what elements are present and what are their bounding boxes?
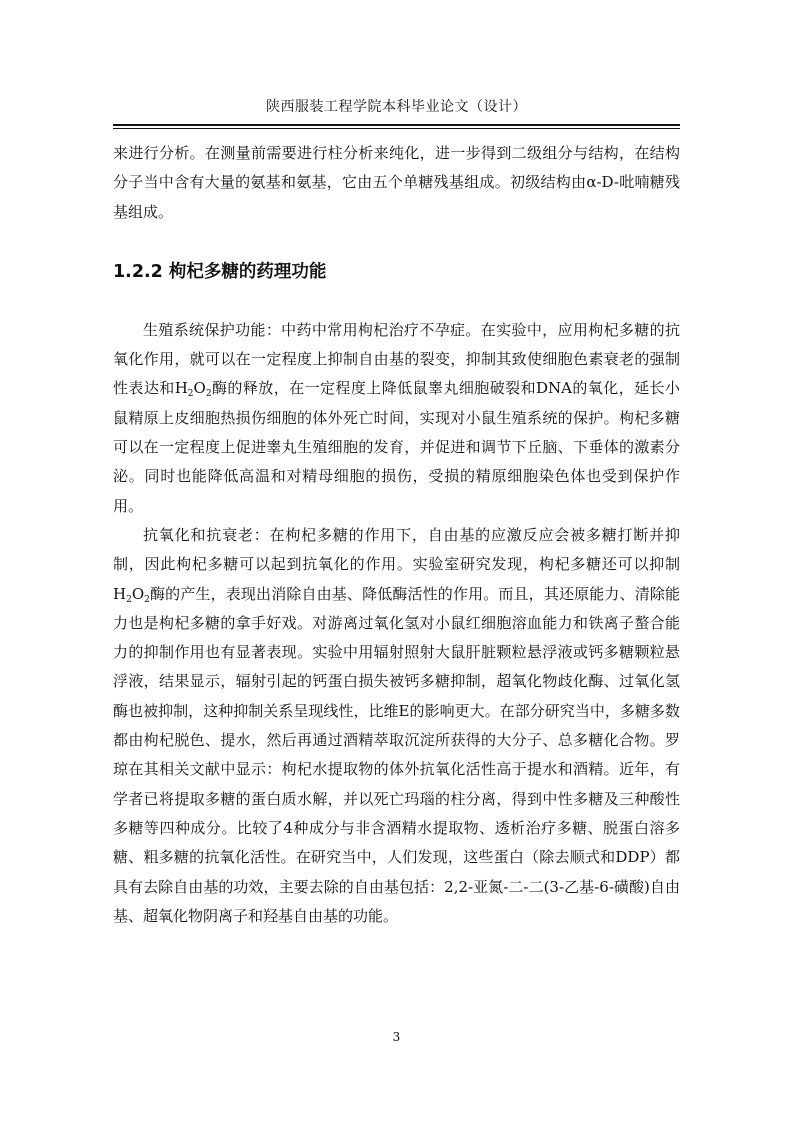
header-rule-thin — [113, 128, 680, 129]
para2-text-a: 抗氧化和抗衰老：在枸杞多糖的作用下，自由基的应激反应会被多糖打断并抑制，因此枸杞多糖可以起到抗氧化的作用。实验室研究发现，枸杞多糖还可以抑制H — [113, 525, 680, 603]
para1-text-a: 生殖系统保护功能：中药中常用枸杞治疗不孕症。在实验中，应用枸杞多糖的抗氧化作用，就可以在一定程度上抑制自由基的裂变，抑制其致使细胞色素衰老的强制性表达和H — [113, 320, 680, 398]
para1-text-b: 酶的释放，在一定程度上降低鼠睾丸细胞破裂和DNA的氧化，延长小鼠精原上皮细胞热损伤细胞的体外死亡时间，实现对小鼠生殖系统的保护。枸杞多糖可以在一定程度上促进睾丸生殖细胞的发育，并促进和调节下丘脑、下垂体的激素分泌。同时也能降低高温和对精母细胞的损伤，受损的精原细胞染色体也受到保护作用。 — [113, 379, 680, 515]
running-header: 陕西服装工程学院本科毕业论文（设计） — [266, 99, 527, 115]
page-body — [113, 139, 680, 931]
para1-text-o: O — [193, 379, 206, 398]
intro-paragraph: 来进行分析。在测量前需要进行柱分析来纯化，进一步得到二级组分与结构，在结构分子当中含有大量的氨基和氨基，它由五个单糖残基组成。初级结构由α-D-吡喃糖残基组成。 — [113, 144, 680, 221]
para2-subscript-1: 2 — [126, 594, 132, 605]
para1-subscript-2: 2 — [205, 389, 212, 400]
para2-text-o: O — [131, 584, 145, 603]
para2-text-b: 酶的产生，表现出消除自由基、降低酶活性的作用。而且，其还原能力、清除能力也是枸杞多糖的拿手好戏。对游离过氧化氢对小鼠红细胞溶血能力和铁离子螯合能力的抑制作用也有显著表现。实验中用辐射照射大鼠肝脏颗粒悬浮液或钙多糖颗粒悬浮液，结果显示，辐射引起的钙蛋白损失被钙多糖抑制，超氧化物歧化酶、过氧化氢酶也被抑制，这种抑制关系呈现线性，比维E的影响更大。在部分研究当中，多糖多数都由枸杞脱色、提水，然后再通过酒精萃取沉淀所获得的大分子、总多糖化合物。罗琼在其相关文献中显示：枸杞水提取物的体外抗氧化活性高于提水和酒精。近年，有学者已将提取多糖的蛋白质水解，并以死亡玛瑙的柱分离，得到中性多糖及三种酸性多糖等四种成分。比较了4种成分与非含酒精水提取物、透析治疗多糖、脱蛋白溶多糖、粗多糖的抗氧化活性。在研究当中，人们发现，这些蛋白（除去顺式和DDP）都具有去除自由基的功效，主要去除的自由基包括：2,2-亚氮-二-二(3-乙基-6-磺酸)自由基、超氧化物阴离子和羟基自由基的功能。 — [113, 584, 680, 925]
para2-subscript-2: 2 — [144, 594, 150, 605]
paragraph-reproductive-protection — [113, 316, 680, 521]
page-number: 3 — [392, 1030, 401, 1044]
paragraph-antioxidant — [113, 521, 680, 931]
section-heading: 1.2.2 枸杞多糖的药理功能 — [113, 261, 327, 282]
para1-subscript-1: 2 — [187, 389, 194, 400]
header-rule-thick — [113, 124, 680, 126]
